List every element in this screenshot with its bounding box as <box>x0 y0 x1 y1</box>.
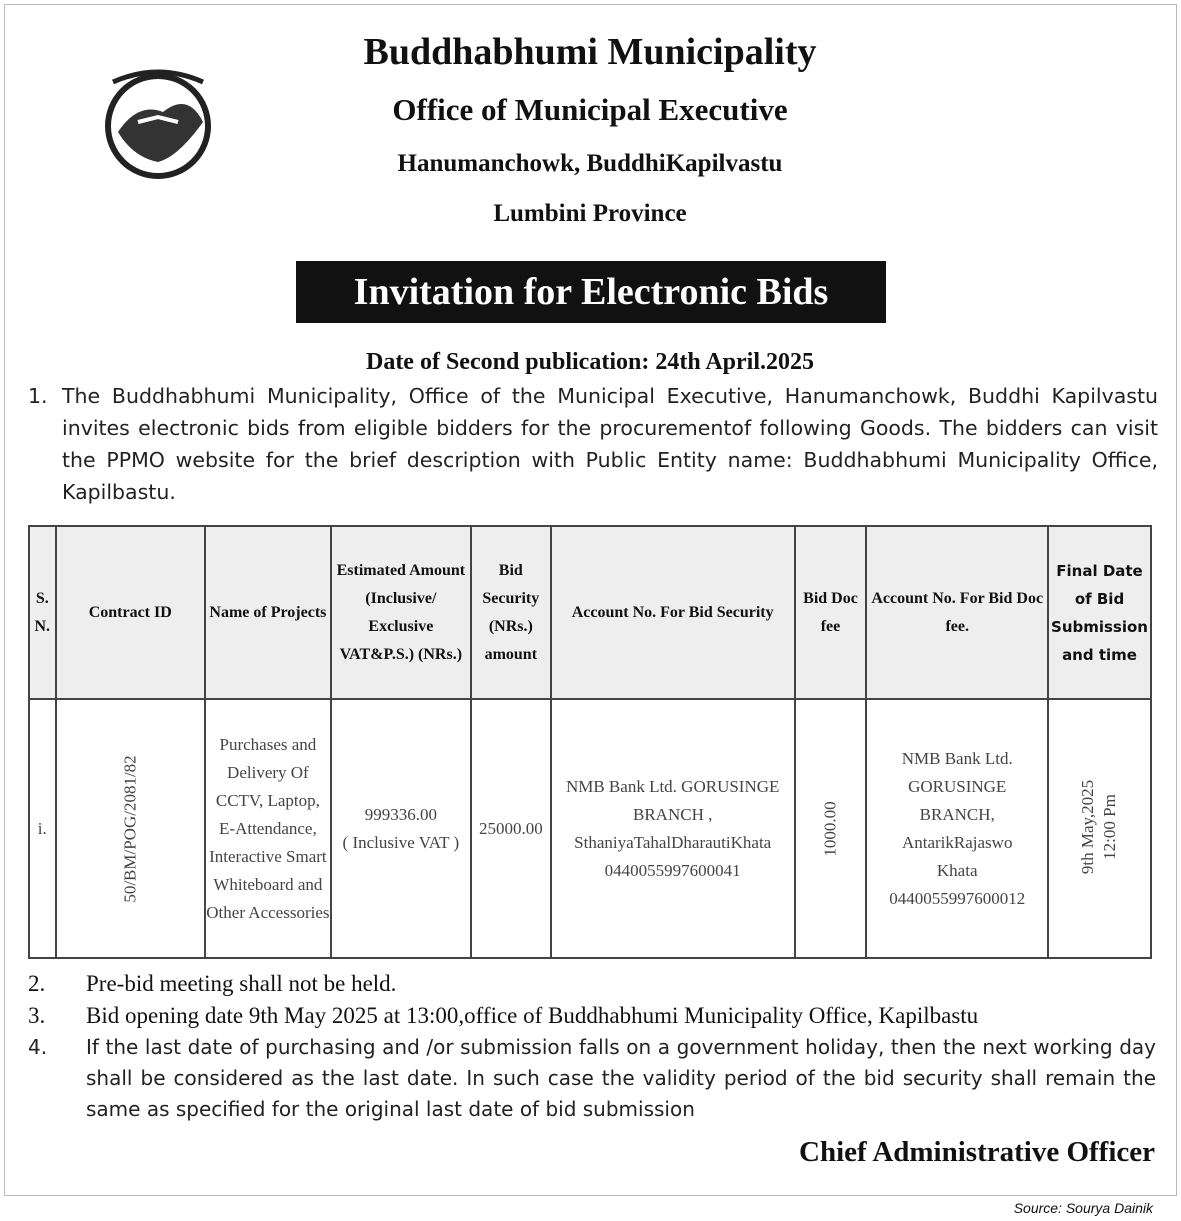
cell-doc-fee <box>795 699 867 958</box>
province: Lumbini Province <box>493 200 687 227</box>
col-header: S. N. <box>29 526 56 699</box>
cell-account-fee: NMB Bank Ltd. GORUSINGE BRANCH, AntarikRajaswo Khata 0440055997600012 <box>866 699 1048 958</box>
estimate-value: 999336.00 <box>364 804 437 824</box>
point-number: 4. <box>28 1035 48 1059</box>
point-2 <box>28 968 1156 999</box>
publication-date: Date of Second publication: 24th April.2025 <box>365 349 815 375</box>
col-header: Bid Security (NRs.) amount <box>471 526 551 699</box>
col-header: Name of Projects <box>205 526 331 699</box>
point-number: 3. <box>28 1003 46 1028</box>
point-number: 1. <box>28 384 48 408</box>
municipality-emblem-icon <box>88 62 228 187</box>
col-header: Bid Doc fee <box>795 526 867 699</box>
cell-estimate <box>331 699 471 958</box>
col-header: Account No. For Bid Security <box>551 526 795 699</box>
source-credit: Source: Sourya Dainik <box>1013 1200 1153 1216</box>
bids-table <box>28 525 1152 959</box>
col-header: Estimated Amount (Inclusive/ Exclusive VAT&P.S.) (NRs.) <box>331 526 471 699</box>
doc-fee: 1000.00 <box>820 800 840 857</box>
point-text: Bid opening date 9th May 2025 at 13:00,office of Buddhabhumi Municipality Office, Kapilbastu <box>86 1003 979 1028</box>
cell-project: Purchases and Delivery Of CCTV, Laptop, E-Attendance, Interactive Smart Whiteboard and Other Accessories <box>205 699 331 958</box>
point-text: If the last date of purchasing and /or submission falls on a government holiday, then the next working day shall be considered as the last date. In such case the validity period of the bid security shall remain the same as specified for the original last date of bid submission <box>86 1035 1156 1121</box>
address: Hanumanchowk, BuddhiKapilvastu <box>397 150 783 177</box>
municipality-name: Buddhabhumi Municipality <box>363 31 817 73</box>
intro-paragraph <box>28 380 1158 508</box>
notice-title: Invitation for Electronic Bids <box>296 261 886 323</box>
point-3 <box>28 1000 1156 1031</box>
estimate-note: ( Inclusive VAT ) <box>342 832 460 852</box>
point-number: 2. <box>28 971 46 996</box>
cell-final-date <box>1048 699 1151 958</box>
office-name: Office of Municipal Executive <box>392 92 788 127</box>
final-date: 9th May,2025 <box>1078 779 1098 875</box>
point-text: Pre-bid meeting shall not be held. <box>86 971 397 996</box>
final-time: 12:00 Pm <box>1100 794 1120 860</box>
col-header: Contract ID <box>56 526 205 699</box>
cell-account-security: NMB Bank Ltd. GORUSINGE BRANCH , SthaniyaTahalDharautiKhata 0440055997600041 <box>551 699 795 958</box>
table-row <box>29 699 1151 958</box>
cell-sn: i. <box>29 699 56 958</box>
table-header-row <box>29 526 1151 699</box>
point-4 <box>28 1032 1156 1125</box>
contract-id: 50/BM/POG/2081/82 <box>120 754 140 903</box>
point-text: The Buddhabhumi Municipality, Office of the Municipal Executive, Hanumanchowk, Buddhi Kapilvastu invites electronic bids from eligible bidders for the procurementof following Goods. The bidders can visit the PPMO website for the brief description with Public Entity name: Buddhabhumi Municipality Office, Kapilbastu. <box>62 384 1158 504</box>
col-header: Account No. For Bid Doc fee. <box>866 526 1048 699</box>
cell-bid-security: 25000.00 <box>471 699 551 958</box>
cell-contract-id <box>56 699 205 958</box>
signatory: Chief Administrative Officer <box>799 1136 1155 1168</box>
col-header: Final Date of Bid Submission and time <box>1048 526 1151 699</box>
